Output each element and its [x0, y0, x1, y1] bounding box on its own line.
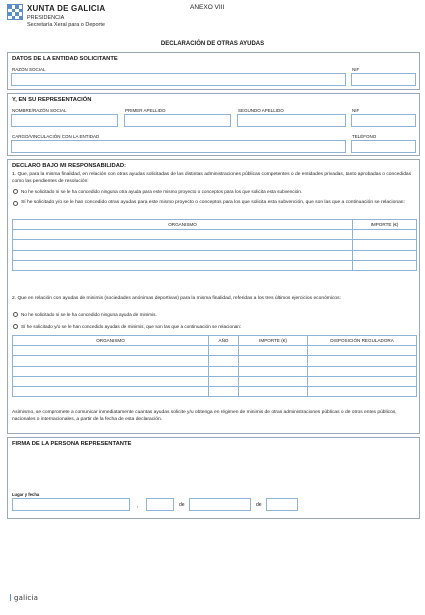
de-separator-2: de — [256, 502, 262, 508]
table-row — [13, 250, 417, 260]
table-header-organismo: ORGANISMO — [13, 220, 353, 230]
representative-nif-field[interactable] — [351, 114, 416, 127]
disposicion-cell[interactable] — [308, 376, 417, 386]
declaration-paragraph-2: 2. Que en relación con ayudas de minimis (sociedades anónimas deportivas) para la misma finalidad, referidas a los tres últimos ejercicios económicos: — [12, 296, 341, 301]
other-aid-radio[interactable] — [13, 201, 18, 206]
no-other-aid-label: No he solicitado ni se le ha concedido ninguna otra ayuda para este mismo proyecto o conceptos para los que solicita esta subvención. — [21, 189, 303, 194]
entity-section — [7, 52, 420, 90]
table-header-organismo: ORGANISMO — [13, 336, 209, 346]
table-row — [13, 356, 417, 366]
year-field[interactable] — [266, 498, 298, 511]
organismo-cell[interactable] — [13, 346, 209, 356]
place-date-label: Lugar y fecha — [12, 492, 40, 497]
segundo-apellido-label: SEGUNDO APELLIDO — [238, 108, 284, 113]
table-header-disposicion: DISPOSICIÓN REGULADORA — [308, 336, 417, 346]
importe-cell[interactable] — [239, 346, 308, 356]
disposicion-cell[interactable] — [308, 346, 417, 356]
minimis-radio[interactable] — [13, 324, 18, 329]
importe-cell[interactable] — [239, 386, 308, 396]
nombre-label: NOMBRE/RAZÓN SOCIAL — [12, 108, 67, 113]
organismo-cell[interactable] — [13, 376, 209, 386]
table-row — [13, 230, 417, 240]
representative-nif-label: NIF — [352, 108, 360, 113]
entity-nif-label: NIF — [352, 67, 360, 72]
disposicion-cell[interactable] — [308, 386, 417, 396]
importe-cell[interactable] — [353, 260, 417, 270]
representative-section — [7, 93, 420, 156]
galicia-footer-logo — [10, 594, 38, 602]
table-header-ano: AÑO — [209, 336, 239, 346]
organismo-cell[interactable] — [13, 250, 353, 260]
organismo-cell[interactable] — [13, 366, 209, 376]
xunta-logo-icon — [7, 4, 23, 20]
other-aid-label: Sí he solicitado y/o se le han concedido otras ayudas para este mismo proyecto o conceptos para los que solicita esta subvención, que son las que a continuación se relacionan: — [21, 200, 405, 205]
importe-cell[interactable] — [239, 356, 308, 366]
day-field[interactable] — [146, 498, 174, 511]
document-title: DECLARACIÓN DE OTRAS AYUDAS — [160, 41, 265, 47]
entity-section-title: DATOS DE LA ENTIDAD SOLICITANTE — [12, 56, 118, 62]
table-header-row — [13, 336, 417, 346]
table-row — [13, 376, 417, 386]
representative-section-title: Y, EN SU REPRESENTACIÓN — [12, 97, 92, 103]
razon-social-label: RAZÓN SOCIAL — [12, 67, 46, 72]
de-separator-1: de — [179, 502, 185, 508]
segundo-apellido-field[interactable] — [237, 114, 346, 127]
ano-cell[interactable] — [209, 386, 239, 396]
signature-section-title: FIRMA DE LA PERSONA REPRESENTANTE — [12, 441, 132, 447]
galicia-footer-text: galicia — [14, 594, 39, 602]
table-header-row — [13, 220, 417, 230]
signature-section — [7, 437, 420, 519]
table-header-importe: IMPORTE (€) — [239, 336, 308, 346]
organismo-cell[interactable] — [13, 230, 353, 240]
no-other-aid-radio[interactable] — [13, 189, 18, 194]
telefono-field[interactable] — [351, 140, 416, 153]
importe-cell[interactable] — [353, 230, 417, 240]
razon-social-field[interactable] — [11, 73, 346, 86]
primer-apellido-label: PRIMER APELLIDO — [125, 108, 166, 113]
commitment-paragraph: Asimismo, se compromete a comunicar inmediatamente cuantas ayudas solicite y/u obtenga en régimen de minimis de otras administraciones públicas o de otros entes públicos, nacionales o internacionales, a partir de la fecha de esta declaración. — [12, 410, 397, 422]
no-minimis-radio[interactable] — [13, 312, 18, 317]
importe-cell[interactable] — [239, 376, 308, 386]
table-row — [13, 386, 417, 396]
cargo-label: CARGO/VINCULACIÓN CON LA ENTIDAD — [12, 134, 100, 139]
ano-cell[interactable] — [209, 366, 239, 376]
entity-nif-field[interactable] — [351, 73, 416, 86]
primer-apellido-field[interactable] — [124, 114, 231, 127]
nombre-field[interactable] — [11, 114, 118, 127]
other-aid-table — [12, 219, 417, 271]
ano-cell[interactable] — [209, 346, 239, 356]
disposicion-cell[interactable] — [308, 356, 417, 366]
importe-cell[interactable] — [353, 250, 417, 260]
ano-cell[interactable] — [209, 356, 239, 366]
comma-separator: , — [137, 503, 139, 509]
cargo-field[interactable] — [11, 140, 346, 153]
table-row — [13, 260, 417, 270]
minimis-label: Sí he solicitado y/o se le han concedido ayudas de minimis, que son las que a continuación se relacionan: — [21, 324, 242, 329]
no-minimis-label: No he solicitado ni se le ha concedido ninguna ayuda de minimis. — [21, 312, 157, 317]
department-subline: Secretaría Xeral para o Deporte — [27, 22, 105, 28]
annex-label: ANEXO VIII — [190, 4, 225, 11]
place-field[interactable] — [12, 498, 130, 511]
table-row — [13, 366, 417, 376]
importe-cell[interactable] — [239, 366, 308, 376]
table-header-importe: IMPORTE (€) — [353, 220, 417, 230]
galicia-mark-icon — [10, 594, 13, 601]
brand-name: XUNTA DE GALICIA — [27, 4, 106, 13]
telefono-label: TELÉFONO — [352, 134, 377, 139]
organismo-cell[interactable] — [13, 356, 209, 366]
table-row — [13, 346, 417, 356]
declaration-section-title: DECLARO BAJO MI RESPONSABILIDAD: — [12, 163, 127, 169]
table-row — [13, 240, 417, 250]
organismo-cell[interactable] — [13, 240, 353, 250]
declaration-paragraph-1: 1. Que, para la misma finalidad, en relación con otras ayudas solicitadas de las distintas administraciones públicas competentes o de entidades privadas, tanto aprobadas o concedidas como las pendientes de resolución: — [12, 172, 412, 184]
month-field[interactable] — [189, 498, 251, 511]
minimis-table — [12, 335, 417, 397]
organismo-cell[interactable] — [13, 386, 209, 396]
declaration-section — [7, 159, 420, 434]
disposicion-cell[interactable] — [308, 366, 417, 376]
department-line: PRESIDENCIA — [27, 15, 65, 21]
organismo-cell[interactable] — [13, 260, 353, 270]
ano-cell[interactable] — [209, 376, 239, 386]
importe-cell[interactable] — [353, 240, 417, 250]
